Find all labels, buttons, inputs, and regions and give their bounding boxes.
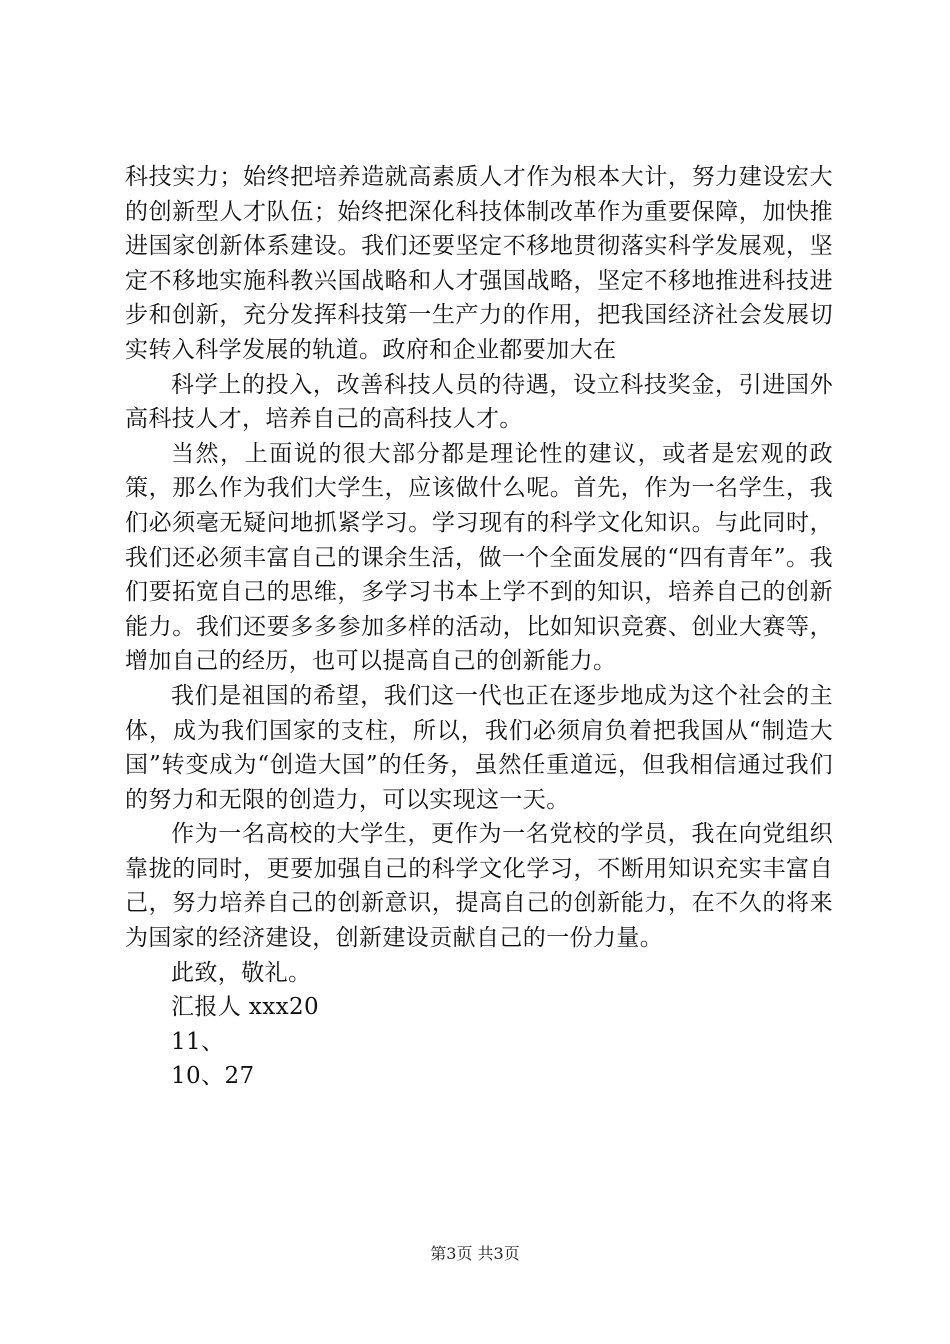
paragraph-5: 作为一名高校的大学生，更作为一名党校的学员，我在向党组织靠拢的同时，更要加强自己的科学文化学习，不断用知识充实丰富自己，努力培养自己的创新意识，提高自己的创新能力，在不久的将来为国家的经济建设，创新建设贡献自己的一份力量。 bbox=[125, 821, 833, 952]
paragraph-4: 我们是祖国的希望，我们这一代也正在逐步地成为这个社会的主体，成为我们国家的支柱，所以，我们必须肩负着把我国从“制造大国”转变成为“创造大国”的任务，虽然任重道远，但我相信通过我们的努力和无限的创造力，可以实现这一天。 bbox=[125, 682, 833, 813]
reporter-line: 汇报人 xxx20 bbox=[171, 994, 320, 1021]
paragraph-1: 科技实力；始终把培养造就高素质人才作为根本大计，努力建设宏大的创新型人才队伍；始终把深化科技体制改革作为重要保障，加快推进国家创新体系建设。我们还要坚定不移地贯彻落实科学发展观，坚定不移地实施科教兴国战略和人才强国战略，坚定不移地推进科技进步和创新，充分发挥科技第一生产力的作用，把我国经济社会发展切实转入科学发展的轨道。政府和企业都要加大在 bbox=[125, 164, 833, 363]
page-footer bbox=[0, 1244, 950, 1264]
document-body bbox=[125, 160, 833, 1094]
date-line-2: 10、27 bbox=[171, 1063, 255, 1090]
date-line-1: 11、 bbox=[171, 1028, 225, 1055]
closing-salutation: 此致，敬礼。 bbox=[171, 959, 312, 986]
paragraph-2: 科学上的投入，改善科技人员的待遇，设立科技奖金，引进国外高科技人才，培养自己的高科技人才。 bbox=[125, 371, 833, 433]
page-number-label: 第3页 共3页 bbox=[430, 1244, 520, 1263]
paragraph-3: 当然，上面说的很大部分都是理论性的建议，或者是宏观的政策，那么作为我们大学生，应该做什么呢。首先，作为一名学生，我们必须毫无疑问地抓紧学习。学习现有的科学文化知识。与此同时，我们还必须丰富自己的课余生活，做一个全面发展的“四有青年”。我们要拓宽自己的思维，多学习书本上学不到的知识，培养自己的创新能力。我们还要多多参加多样的活动，比如知识竞赛、创业大赛等，增加自己的经历，也可以提高自己的创新能力。 bbox=[125, 440, 833, 675]
